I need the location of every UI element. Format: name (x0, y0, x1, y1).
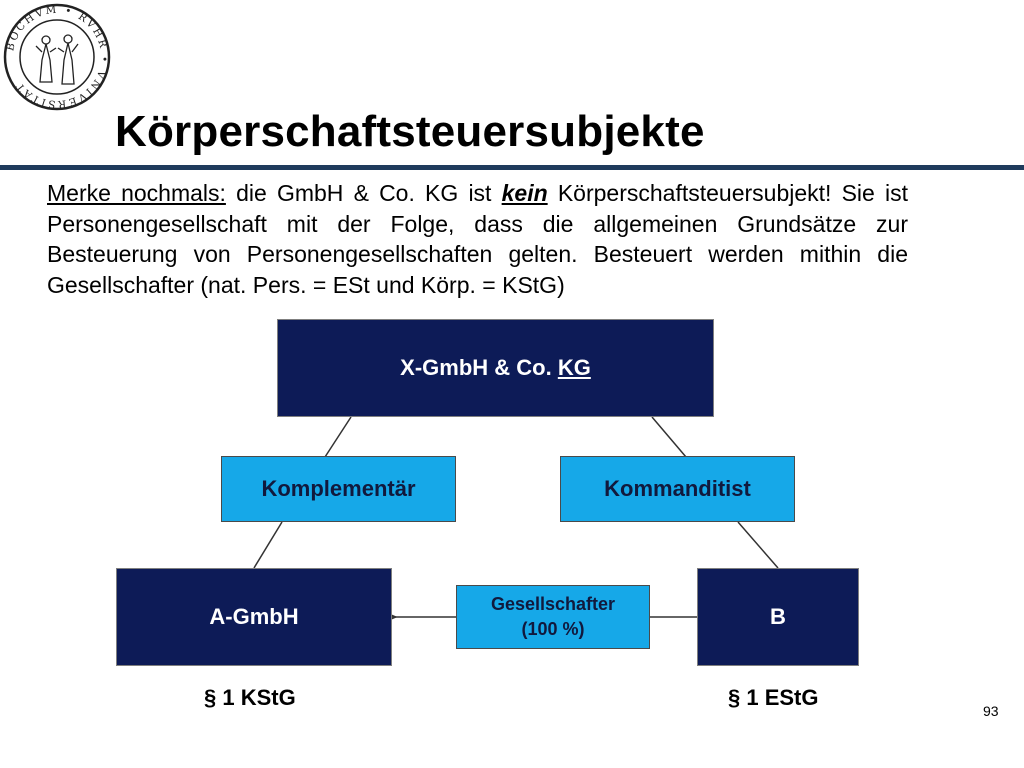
node-gesellschafter-line1: Gesellschafter (490, 594, 616, 614)
citation-estg: § 1 EStG (728, 685, 819, 710)
node-komplementaer (221, 456, 456, 522)
node-b-label: B (770, 604, 786, 629)
intro-text-part1: die GmbH & Co. KG ist (225, 180, 502, 206)
node-gesellschafter-line2: (100 %) (521, 619, 585, 639)
page-number: 93 (983, 703, 999, 719)
link-root-komplementaer (325, 417, 351, 457)
node-kommanditist-label: Kommanditist (604, 476, 751, 501)
link-kommanditist-b (738, 522, 778, 568)
node-a-gmbh (116, 568, 392, 666)
link-root-kommanditist (652, 417, 686, 457)
intro-text-part2: Körperschaftsteuersubjekt! Sie ist Personengesellschaft mit der Folge, dass die allgemeinen Grundsätze zur Besteuerung von Personengesellschaften gelten. Besteuert werden mithin die Gesellschafter (nat. Pers. = ESt und Körp. = KStG) (47, 180, 908, 298)
citation-kstg: § 1 KStG (204, 685, 296, 710)
intro-emphasis: kein (501, 180, 548, 206)
node-x-gmbh-co-kg-label: X-GmbH & Co. KG (400, 355, 591, 380)
node-x-gmbh-co-kg (277, 319, 714, 417)
slide-title: Körperschaftsteuersubjekte (115, 107, 705, 156)
node-kommanditist (560, 456, 795, 522)
link-komplementaer-agmbh (254, 522, 282, 568)
node-komplementaer-label: Komplementär (261, 476, 416, 501)
node-a-gmbh-label: A-GmbH (209, 604, 299, 629)
node-gesellschafter (456, 585, 650, 649)
svg-text:BOCHVM • RVHR • VNIVERSITAT: BOCHVM • RVHR • VNIVERSITAT (4, 3, 111, 111)
node-b (697, 568, 859, 666)
intro-lead: Merke nochmals: (47, 180, 226, 206)
